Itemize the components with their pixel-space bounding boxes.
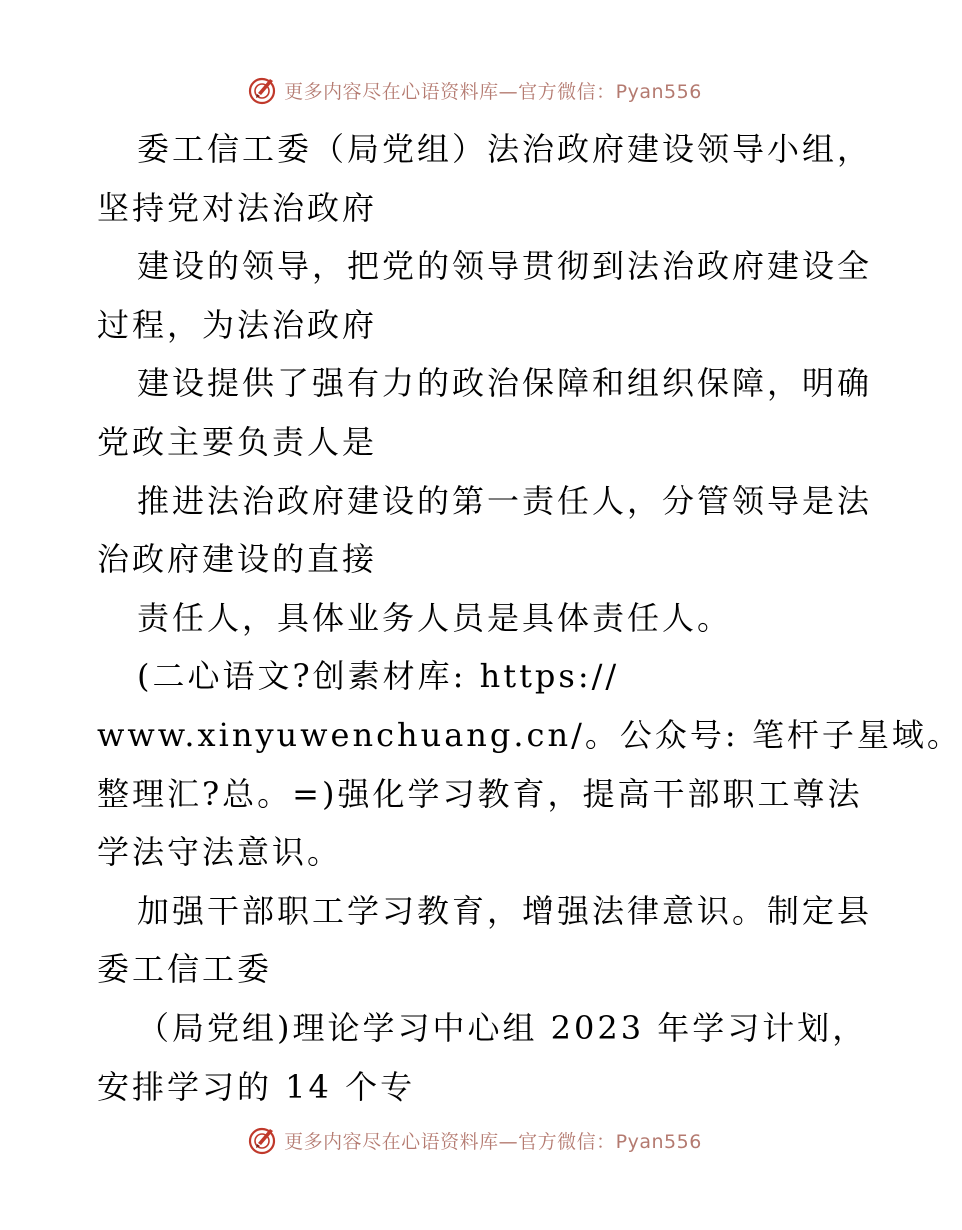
document-body [97, 120, 962, 1116]
footer-watermark [0, 1120, 950, 1160]
watermark-text: 更多内容尽在心语资料库—官方微信：Pyan556 [284, 80, 702, 103]
watermark-text: 更多内容尽在心语资料库—官方微信：Pyan556 [284, 1130, 702, 1153]
body-line: 建设提供了强有力的政治保障和组织保障，明确 [137, 364, 873, 403]
body-line: 建设的领导，把党的领导贯彻到法治政府建设全 [137, 247, 873, 286]
body-line: 党政主要负责人是 [97, 422, 378, 461]
body-line: 坚持党对法治政府 [97, 188, 378, 227]
body-line: 学法守法意识。 [97, 833, 343, 872]
body-line: (二心语文?创素材库: https:// [137, 657, 620, 696]
body-line: 推进法治政府建设的第一责任人，分管领导是法 [137, 481, 873, 520]
body-line: 委工信工委 [97, 950, 273, 989]
body-line: 治政府建设的直接 [97, 540, 378, 579]
body-line: 责任人，具体业务人员是具体责任人。 [137, 598, 733, 637]
body-line: 加强干部职工学习教育，增强法律意识。制定县 [137, 891, 873, 930]
brush-logo-icon [248, 1125, 278, 1155]
body-line: 过程，为法治政府 [97, 305, 378, 344]
body-line: www.xinyuwenchuang.cn/。公众号: 笔杆子星域。 [97, 715, 962, 754]
brush-logo-icon [248, 75, 278, 105]
body-line: 安排学习的 14 个专 [97, 1067, 416, 1106]
header-watermark [0, 70, 950, 110]
body-line: 整理汇?总。=)强化学习教育，提高干部职工尊法 [97, 774, 863, 813]
body-line: （局党组)理论学习中心组 2023 年学习计划， [137, 1008, 868, 1047]
body-line: 委工信工委（局党组）法治政府建设领导小组， [137, 130, 873, 168]
